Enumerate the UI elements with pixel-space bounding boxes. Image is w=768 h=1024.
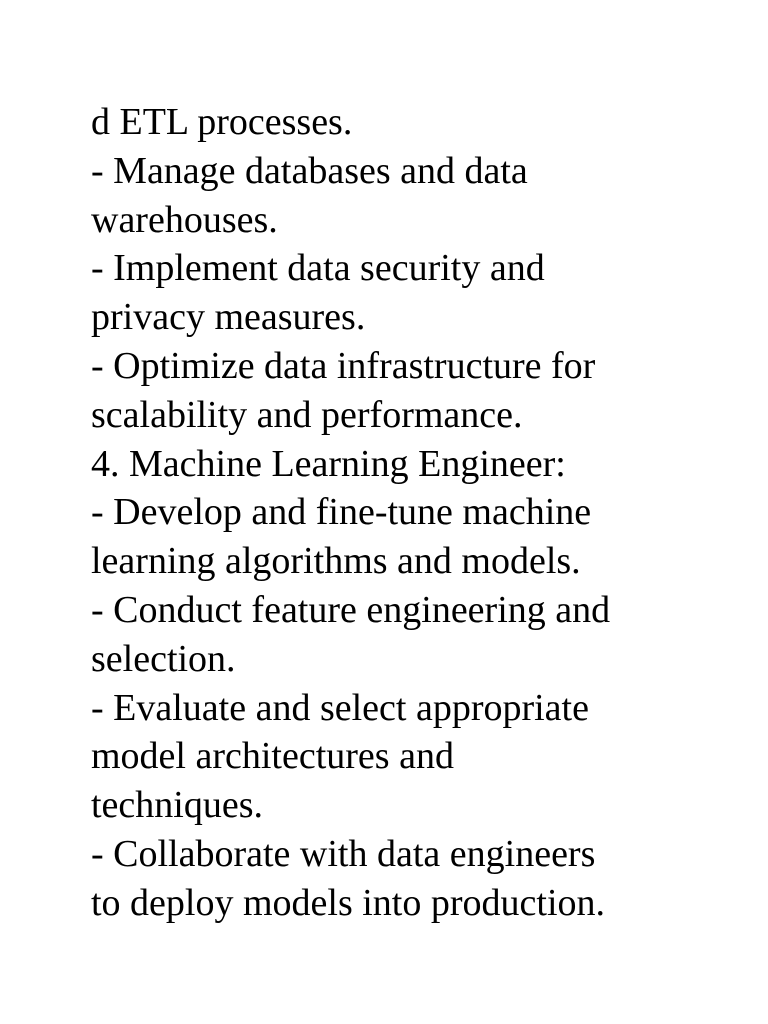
text-line-privacy-measures: privacy measures. bbox=[91, 296, 366, 339]
text-line-implement-security: - Implement data security and bbox=[91, 247, 545, 290]
text-line-etl-processes: d ETL processes. bbox=[91, 101, 353, 143]
text-line-develop-fine-tune: - Develop and fine-tune machine bbox=[91, 491, 592, 534]
text-line-model-architectures: model architectures and bbox=[91, 735, 454, 778]
text-line-selection: selection. bbox=[91, 637, 236, 680]
section-heading-ml-engineer: 4. Machine Learning Engineer: bbox=[91, 442, 566, 485]
text-line-warehouses: warehouses. bbox=[91, 198, 278, 241]
document-text bbox=[91, 98, 751, 928]
text-line-scalability-performance: scalability and performance. bbox=[91, 393, 523, 436]
text-line-collaborate: - Collaborate with data engineers bbox=[91, 832, 596, 875]
text-line-deploy-models: to deploy models into production. bbox=[91, 881, 606, 924]
text-line-manage-databases: - Manage databases and data bbox=[91, 149, 528, 192]
text-line-techniques: techniques. bbox=[91, 784, 264, 827]
text-line-evaluate-select: - Evaluate and select appropriate bbox=[91, 686, 589, 729]
text-line-learning-algorithms: learning algorithms and models. bbox=[91, 540, 581, 583]
text-line-feature-engineering: - Conduct feature engineering and bbox=[91, 588, 611, 631]
text-line-optimize-infrastructure: - Optimize data infrastructure for bbox=[91, 344, 596, 387]
